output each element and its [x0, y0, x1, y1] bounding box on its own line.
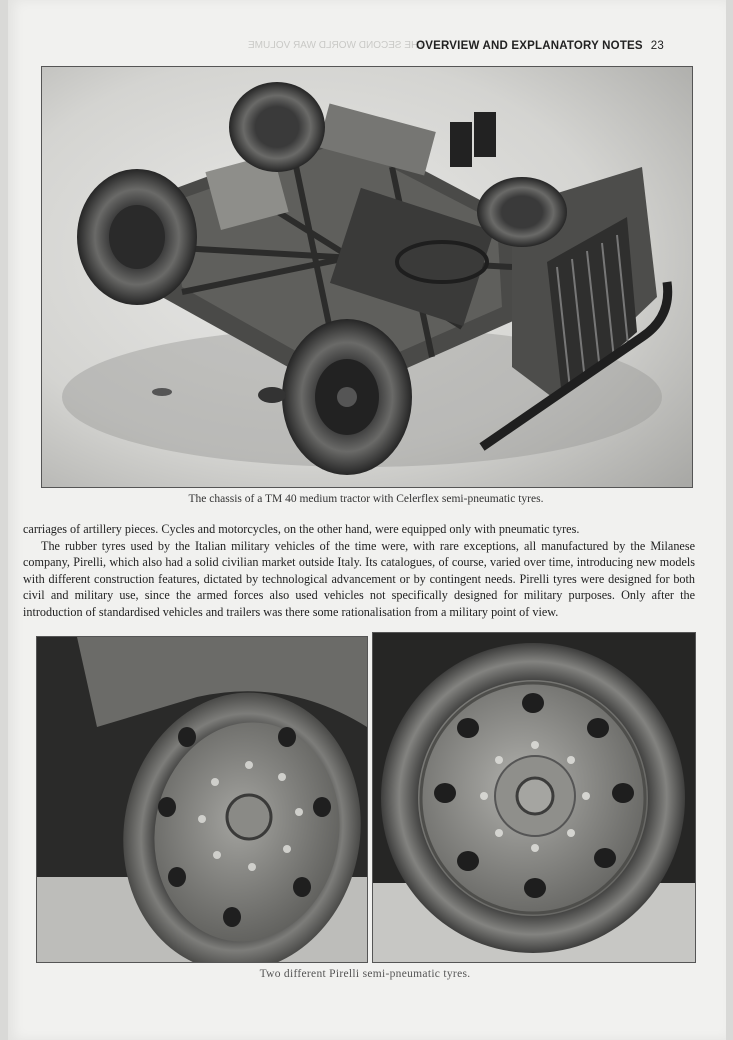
wheel-tyre-icon — [373, 633, 695, 962]
tractor-chassis-photo — [41, 66, 693, 488]
show-through-text: THE SECOND WORLD WAR VOLUME — [248, 40, 425, 51]
tractor-chassis-icon — [42, 67, 692, 487]
left-wheel-photo — [36, 636, 368, 963]
section-title: OVERVIEW AND EXPLANATORY NOTES — [416, 40, 643, 52]
wheel-tyre-icon — [37, 637, 367, 962]
paragraph-pirelli: The rubber tyres used by the Italian military vehicles of the time were, with rare exceptions, all manufactured by the Milanese company, Pirelli, which also had a solid civilian market outside Italy. Its catalogues, of course, varied over time, introducing new models with different construction features, dictated by technological advancement or by contingent needs. Pirelli tyres were designed for both civil and military use, since the armed forces also used vehicles not specifically designed for military purposes. Only after the introduction of standardised vehicles and trailers was there some rationalisation from a military point of view. — [23, 538, 695, 619]
bottom-figure-caption: Two different Pirelli semi-pneumatic tyres. — [259, 968, 471, 980]
top-figure-caption: The chassis of a TM 40 medium tractor with Celerflex semi-pneumatic tyres. — [188, 493, 544, 505]
page-number: 23 — [650, 40, 664, 52]
running-header — [416, 40, 664, 52]
book-page — [8, 0, 726, 1040]
right-wheel-photo — [372, 632, 696, 963]
paragraph-continued: carriages of artillery pieces. Cycles and motorcycles, on the other hand, were equipped only with pneumatic tyres. — [23, 522, 580, 536]
body-text — [23, 521, 695, 621]
